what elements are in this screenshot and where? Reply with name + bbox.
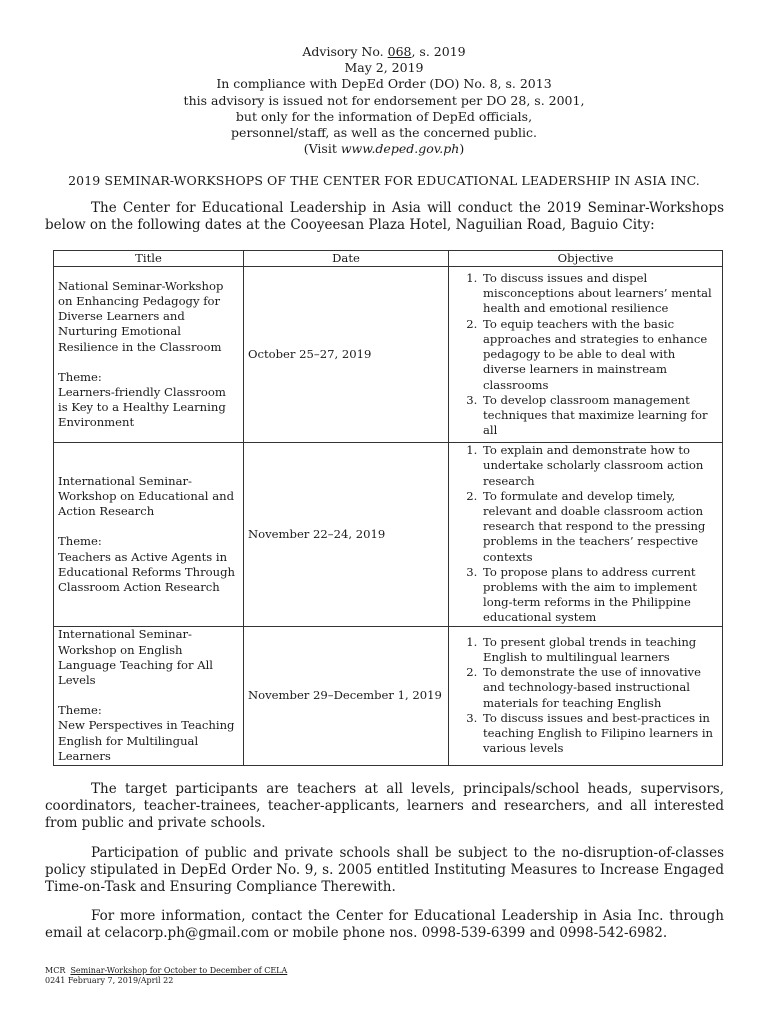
- participation-paragraph: [45, 845, 724, 896]
- seminar-title: International Seminar-Workshop on Educational and Action Research: [58, 473, 234, 519]
- deped-website-link[interactable]: www.deped.gov.ph: [340, 141, 460, 157]
- objective-item: 1. To discuss issues and dispel misconceptions about learners’ mental health and emotional resilience: [481, 271, 718, 317]
- theme-label: Theme:: [58, 369, 102, 384]
- table-row: [54, 626, 723, 765]
- objective-item: 2. To demonstrate the use of innovative and technology-based instructional materials for teaching English: [481, 665, 718, 711]
- objective-item: 2. To equip teachers with the basic approaches and strategies to enhance pedagogy to be able to deal with diverse learners in mainstream classrooms: [481, 317, 718, 393]
- intro-paragraph: [45, 200, 724, 234]
- objective-item: 1. To present global trends in teaching English to multilingual learners: [481, 635, 718, 665]
- seminar-theme: Teachers as Active Agents in Educational Reforms Through Classroom Action Research: [58, 549, 235, 594]
- objectives-cell: [449, 267, 723, 443]
- objectives-cell: [449, 626, 723, 765]
- intro-text: The Center for Educational Leadership in Asia will conduct the 2019 Seminar-Workshops below on the following dates at the Cooyeesan Plaza Hotel, Naguilian Road, Baguio City:: [45, 200, 724, 233]
- document-footer: [45, 966, 287, 986]
- advisory-date: May 2, 2019: [344, 60, 424, 76]
- seminar-title-cell: [54, 626, 244, 765]
- seminar-theme: New Perspectives in Teaching English for Multilingual Learners: [58, 718, 235, 763]
- target-participants-paragraph: [45, 781, 724, 832]
- table-row: [54, 443, 723, 626]
- participation-text: Participation of public and private schools shall be subject to the no-disruption-of-classes policy stipulated in DepEd Order No. 9, s. 2005 entitled Instituting Measures to Increase Engaged Time-on-Task and Ensuring Compliance Therewith.: [45, 845, 724, 895]
- objectives-list: [453, 635, 718, 757]
- header-objective: Objective: [449, 251, 723, 267]
- seminar-schedule-table: [53, 250, 723, 766]
- table-row: [54, 267, 723, 443]
- document-title: 2019 SEMINAR-WORKSHOPS OF THE CENTER FOR EDUCATIONAL LEADERSHIP IN ASIA INC.: [68, 173, 700, 188]
- seminar-title-cell: [54, 267, 244, 443]
- public-line: personnel/staff, as well as the concerned public.: [231, 125, 537, 141]
- table-header-row: [54, 251, 723, 267]
- header-title: Title: [54, 251, 244, 267]
- objective-item: 3. To discuss issues and best-practices in teaching English to Filipino learners in various levels: [481, 711, 718, 757]
- seminar-title: National Seminar-Workshop on Enhancing Pedagogy for Diverse Learners and Nurturing Emotional Resilience in the Classroom: [58, 278, 224, 354]
- target-text: The target participants are teachers at all levels, principals/school heads, supervisors, coordinators, teacher-trainees, teacher-applicants, learners and researchers, and all interested from public and private schools.: [45, 781, 724, 831]
- information-line: but only for the information of DepEd officials,: [235, 108, 533, 124]
- objective-item: 1. To explain and demonstrate how to undertake scholarly classroom action research: [481, 443, 718, 489]
- advisory-suffix: , s. 2019: [411, 44, 466, 59]
- advisory-number-line: [0, 44, 768, 60]
- seminar-date: October 25–27, 2019: [244, 267, 449, 443]
- endorsement-line: this advisory is issued not for endorsement per DO 28, s. 2001,: [183, 92, 585, 108]
- footer-line-2: 0241 February 7, 2019/April 22: [45, 976, 174, 985]
- objective-item: 2. To formulate and develop timely, relevant and doable classroom action research that respond to the pressing problems in the teachers’ respective contexts: [481, 489, 718, 565]
- objectives-list: [453, 443, 718, 625]
- advisory-number: 068: [387, 44, 412, 59]
- objective-item: 3. To develop classroom management techniques that maximize learning for all: [481, 393, 718, 439]
- visit-open: (Visit: [303, 141, 341, 157]
- footer-line-1: [45, 966, 287, 976]
- footer-code: MCR: [45, 966, 66, 975]
- theme-label: Theme:: [58, 703, 102, 718]
- visit-line: [0, 141, 768, 157]
- seminar-theme: Learners-friendly Classroom is Key to a Healthy Learning Environment: [58, 385, 226, 430]
- objectives-list: [453, 271, 718, 438]
- footer-subject: Seminar-Workshop for October to December of CELA: [70, 966, 288, 975]
- contact-text: For more information, contact the Center for Educational Leadership in Asia Inc. through email at celacorp.ph@gmail.com or mobile phone nos. 0998-539-6399 and 0998-542-6982.: [45, 908, 724, 941]
- header-date: Date: [244, 251, 449, 267]
- seminar-title-cell: [54, 443, 244, 626]
- advisory-prefix: Advisory No.: [302, 44, 388, 59]
- objectives-cell: [449, 443, 723, 626]
- seminar-date: November 29–December 1, 2019: [244, 626, 449, 765]
- advisory-header: [0, 44, 768, 157]
- compliance-line: In compliance with DepEd Order (DO) No. 8, s. 2013: [216, 76, 552, 92]
- theme-label: Theme:: [58, 534, 102, 549]
- visit-close: ): [459, 141, 465, 157]
- contact-paragraph: [45, 908, 724, 942]
- seminar-title: International Seminar-Workshop on English Language Teaching for All Levels: [58, 627, 213, 687]
- seminar-date: November 22–24, 2019: [244, 443, 449, 626]
- objective-item: 3. To propose plans to address current problems with the aim to implement long-term reforms in the Philippine educational system: [481, 565, 718, 626]
